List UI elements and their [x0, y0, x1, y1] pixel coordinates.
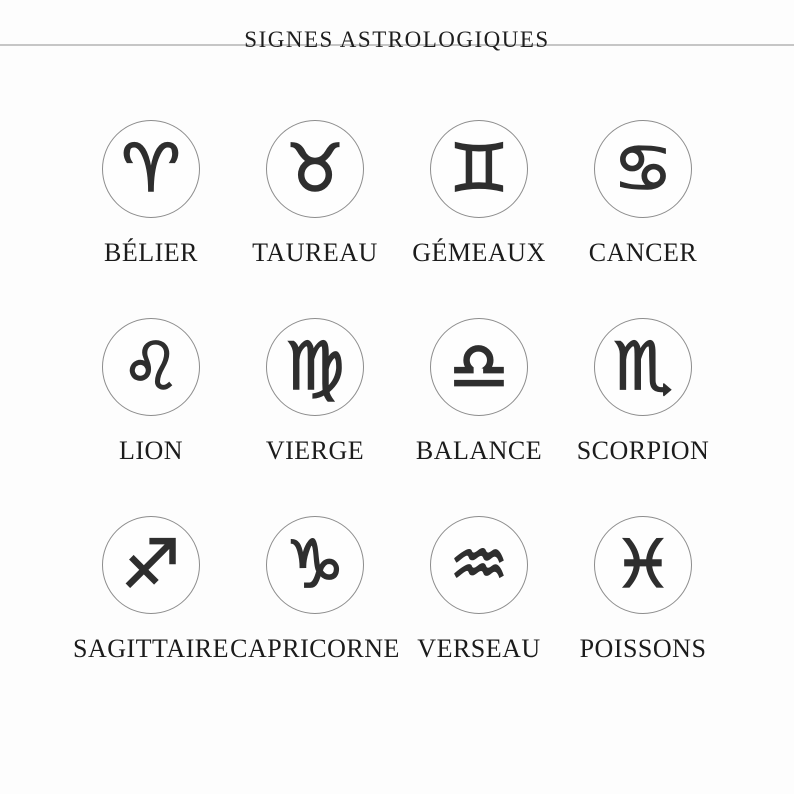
zodiac-cell-leo [69, 318, 233, 466]
zodiac-cell-virgo [233, 318, 397, 466]
zodiac-cell-aries [69, 120, 233, 268]
zodiac-label: SCORPION [576, 436, 710, 465]
sagittarius-icon: ♐ [121, 526, 181, 603]
zodiac-label: VIERGE [265, 436, 365, 465]
cancer-icon: ♋ [613, 130, 673, 207]
aries-icon: ♈ [121, 130, 181, 207]
zodiac-grid [69, 120, 725, 664]
zodiac-label: CANCER [588, 238, 698, 267]
zodiac-circle [594, 120, 692, 218]
pisces-icon: ♓ [613, 526, 673, 603]
zodiac-label: BALANCE [415, 436, 543, 465]
zodiac-cell-libra [397, 318, 561, 466]
capricorn-icon: ♑ [285, 526, 345, 603]
zodiac-label: TAUREAU [252, 238, 378, 267]
zodiac-circle [102, 516, 200, 614]
zodiac-cell-taurus [233, 120, 397, 268]
zodiac-cell-capricorn [230, 516, 400, 664]
zodiac-label: BÉLIER [104, 238, 198, 267]
zodiac-circle [430, 516, 528, 614]
zodiac-circle [430, 318, 528, 416]
zodiac-label: GÉMEAUX [412, 238, 546, 267]
leo-icon: ♌ [121, 328, 181, 405]
zodiac-label: LION [118, 436, 184, 465]
zodiac-circle [266, 516, 364, 614]
zodiac-label: POISSONS [579, 634, 707, 663]
scorpio-icon: ♏ [613, 328, 673, 405]
virgo-icon: ♍ [285, 328, 345, 405]
zodiac-cell-sagittarius [69, 516, 233, 664]
libra-icon: ♎ [449, 328, 509, 405]
page-header [0, 0, 794, 52]
zodiac-circle [266, 318, 364, 416]
taurus-icon: ♉ [285, 130, 345, 207]
zodiac-cell-gemini [397, 120, 561, 268]
zodiac-cell-aquarius [397, 516, 561, 664]
zodiac-circle [594, 516, 692, 614]
zodiac-cell-scorpio [561, 318, 725, 466]
zodiac-circle [102, 318, 200, 416]
zodiac-cell-pisces [561, 516, 725, 664]
zodiac-circle [102, 120, 200, 218]
page-title: SIGNES ASTROLOGIQUES [244, 26, 550, 52]
zodiac-cell-cancer [561, 120, 725, 268]
zodiac-label: CAPRICORNE [230, 634, 400, 663]
zodiac-circle [594, 318, 692, 416]
zodiac-label: SAGITTAIRE [72, 634, 229, 663]
gemini-icon: ♊ [449, 130, 509, 207]
zodiac-circle [430, 120, 528, 218]
aquarius-icon: ♒ [449, 526, 509, 603]
zodiac-circle [266, 120, 364, 218]
zodiac-label: VERSEAU [417, 634, 541, 663]
